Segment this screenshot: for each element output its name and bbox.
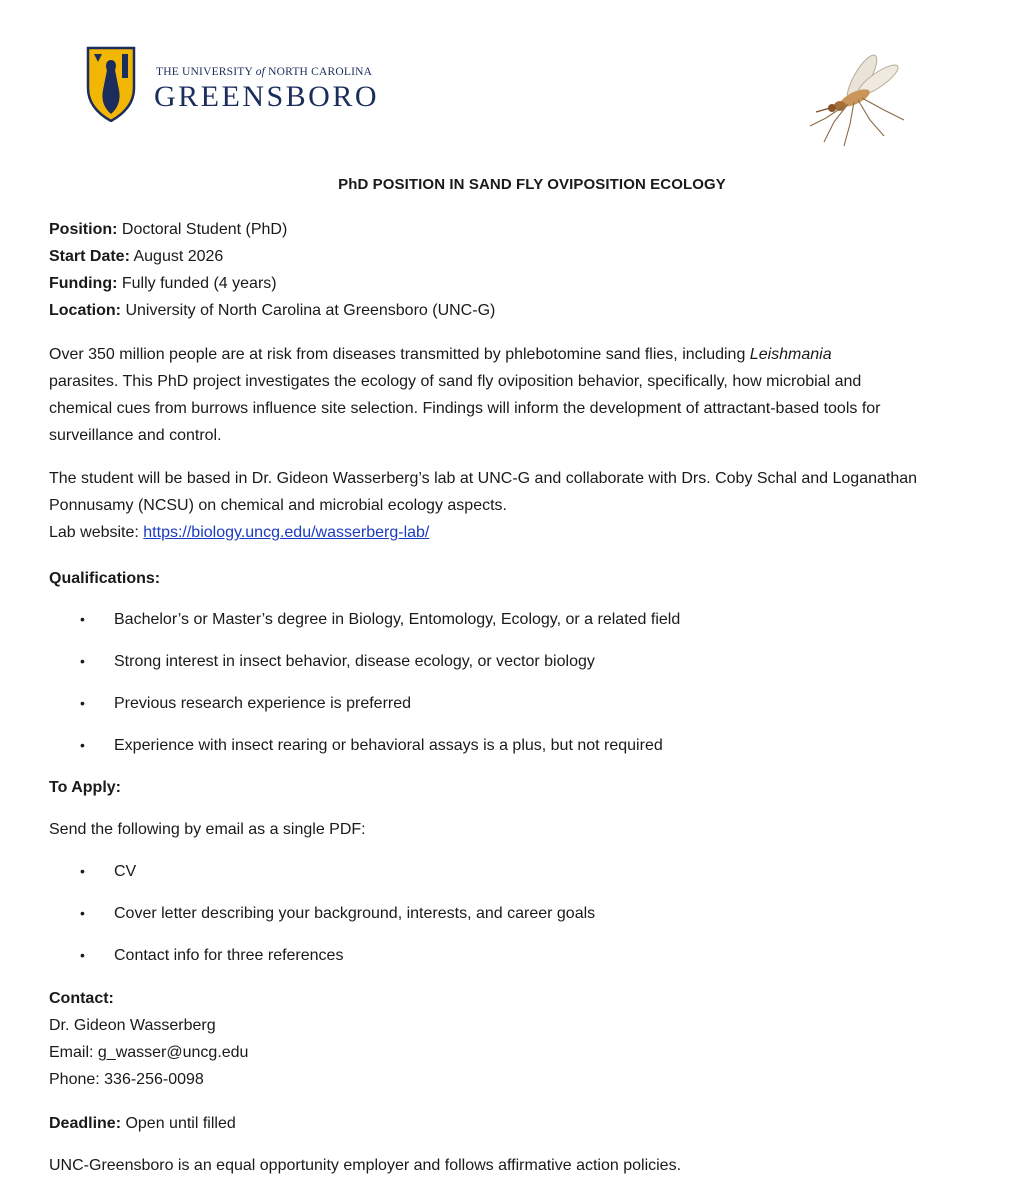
list-item: • Bachelor’s or Master’s degree in Biology, Entomology, Ecology, or a related field [80, 611, 681, 628]
contact-phone: Phone: 336-256-0098 [49, 1071, 204, 1088]
position-line: Position: Doctoral Student (PhD) [49, 221, 288, 238]
university-name: GREENSBORO [154, 80, 380, 113]
apply-intro: Send the following by email as a single PDF: [49, 821, 366, 838]
document-title: PhD POSITION IN SAND FLY OVIPOSITION ECOLOGY [338, 176, 726, 193]
sand-fly-icon [800, 50, 920, 150]
contact-name: Dr. Gideon Wasserberg [49, 1017, 216, 1034]
location-line: Location: University of North Carolina at Greensboro (UNC-G) [49, 302, 496, 319]
contact-heading: Contact: [49, 990, 114, 1007]
start-date-line: Start Date: August 2026 [49, 248, 224, 265]
university-top-line: THE UNIVERSITY of NORTH CAROLINA [156, 66, 373, 78]
apply-heading: To Apply: [49, 779, 121, 796]
eeo-statement: UNC-Greensboro is an equal opportunity employer and follows affirmative action policies. [49, 1157, 682, 1174]
contact-email: Email: g_wasser@uncg.edu [49, 1044, 249, 1061]
deadline-line: Deadline: Open until filled [49, 1115, 236, 1132]
list-item: • CV [80, 863, 137, 880]
list-item: • Cover letter describing your background, interests, and career goals [80, 905, 596, 922]
list-item: • Experience with insect rearing or behavioral assays is a plus, but not required [80, 737, 663, 754]
intro-paragraph: Over 350 million people are at risk from diseases transmitted by phlebotomine sand flies, including Leishmania parasites. This PhD project investigates the ecology of sand fly oviposition behavior, specifically, how microbial and chemical cues from burrows influence site selection. Findings will inform the development of attractant-based tools for surveillance and control. [49, 346, 881, 444]
uncg-logo [86, 44, 396, 126]
uncg-shield-icon [86, 44, 136, 122]
lab-website-link[interactable]: https://biology.uncg.edu/wasserberg-lab/ [143, 524, 430, 541]
list-item: • Contact info for three references [80, 947, 344, 964]
funding-line: Funding: Fully funded (4 years) [49, 275, 277, 292]
lab-paragraph: The student will be based in Dr. Gideon Wasserberg’s lab at UNC-G and collaborate with Drs. Coby Schal and Loganathan Ponnusamy (NCSU) on chemical and microbial ecology aspects. Lab website: https://biology.uncg.edu/wasserberg-lab/ [49, 470, 918, 541]
list-item: • Strong interest in insect behavior, disease ecology, or vector biology [80, 653, 595, 670]
list-item: • Previous research experience is preferred [80, 695, 412, 712]
qualifications-heading: Qualifications: [49, 570, 161, 587]
